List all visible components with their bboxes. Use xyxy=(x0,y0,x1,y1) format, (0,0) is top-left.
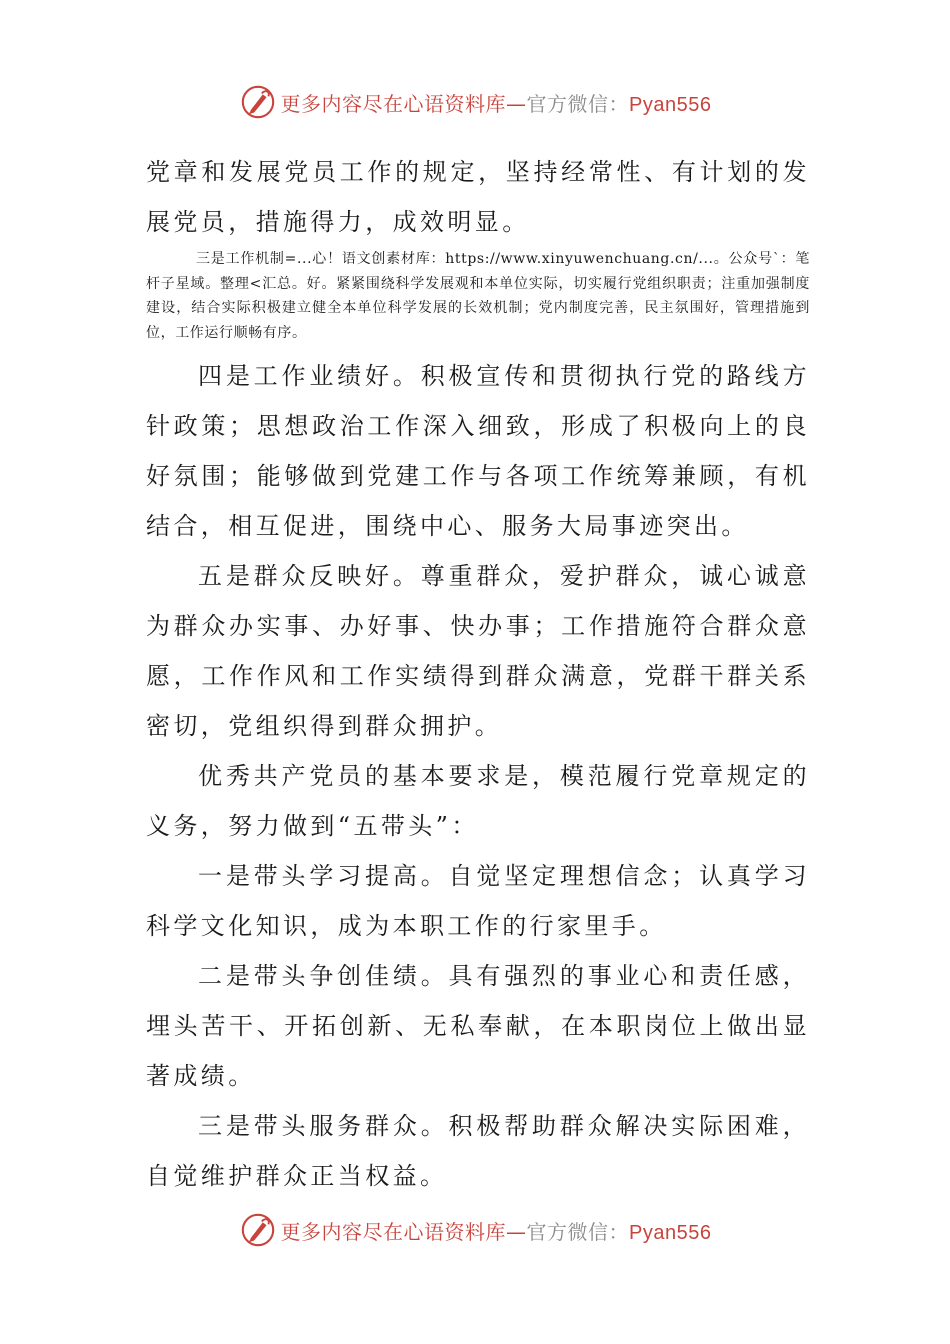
pen-nib-icon xyxy=(239,83,277,121)
footer-banner xyxy=(0,1208,950,1252)
banner-text xyxy=(281,1216,712,1245)
banner-label: 官方微信： xyxy=(526,91,630,116)
paragraph-work-performance: 四是工作业绩好。积极宣传和贯彻执行党的路线方针政策；思想政治工作深入细致，形成了积极向上的良好氛围；能够做到党建工作与各项工作统筹兼顾，有机结合，相互促进，围绕中心、服务大局事迹突出。 xyxy=(146,362,810,540)
header-banner xyxy=(0,80,950,124)
pen-nib-icon xyxy=(239,1211,277,1249)
paragraph-basic-requirements: 优秀共产党员的基本要求是，模范履行党章规定的义务，努力做到“五带头”： xyxy=(146,762,810,840)
banner-site-name: 更多内容尽在心语资料库 xyxy=(280,91,507,116)
paragraph-work-mechanism: 三是工作机制=...心！语文创素材库：https://www.xinyuwenchuang.cn/...。公众号`：笔杆子星域。整理<汇总。好。紧紧围绕科学发展观和本单位实际，切实履行党组织职责；注重加强制度建设，结合实际积极建立健全本单位科学发展的长效机制；党内制度完善，民主氛围好，管理措施到位，工作运行顺畅有序。 xyxy=(146,251,810,341)
paragraph-lead-service: 三是带头服务群众。积极帮助群众解决实际困难，自觉维护群众正当权益。 xyxy=(146,1112,810,1190)
banner-wechat-id: Pyan556 xyxy=(629,1221,712,1244)
banner-wechat-id: Pyan556 xyxy=(629,93,712,116)
paragraph-lead-achievement: 二是带头争创佳绩。具有强烈的事业心和责任感，埋头苦干、开拓创新、无私奉献，在本职岗位上做出显著成绩。 xyxy=(146,962,810,1090)
banner-label: 官方微信： xyxy=(526,1219,630,1244)
document-body xyxy=(146,147,810,1201)
banner-text xyxy=(281,88,712,117)
paragraph-public-feedback: 五是群众反映好。尊重群众，爱护群众，诚心诚意为群众办实事、办好事、快办事；工作措施符合群众意愿，工作作风和工作实绩得到群众满意，党群干群关系密切，党组织得到群众拥护。 xyxy=(146,562,810,740)
banner-site-name: 更多内容尽在心语资料库 xyxy=(280,1219,507,1244)
paragraph-lead-learning: 一是带头学习提高。自觉坚定理想信念；认真学习科学文化知识，成为本职工作的行家里手。 xyxy=(146,862,810,940)
banner-dash: — xyxy=(506,1219,527,1244)
paragraph-continued: 党章和发展党员工作的规定，坚持经常性、有计划的发展党员，措施得力，成效明显。 xyxy=(146,158,810,236)
banner-dash: — xyxy=(506,91,527,116)
